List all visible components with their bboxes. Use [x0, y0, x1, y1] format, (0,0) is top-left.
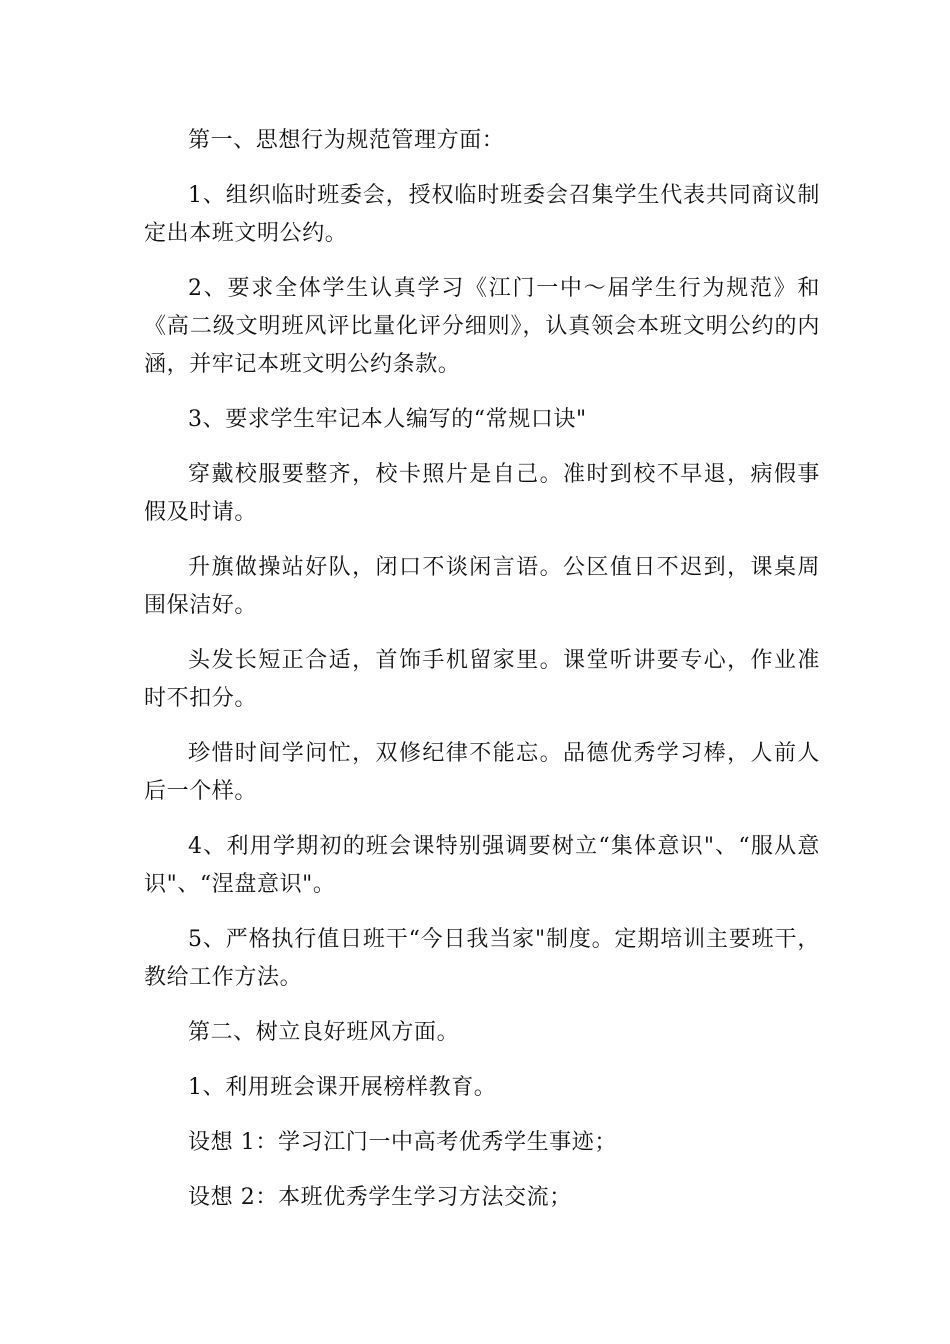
section-heading-2: 第二、树立良好班风方面。: [188, 1020, 460, 1045]
paragraph-item-1: 1、组织临时班委会，授权临时班委会召集学生代表共同商议制定出本班文明公约。: [144, 183, 820, 246]
paragraph-item-6: 1、利用班会课开展榜样教育。: [188, 1075, 497, 1100]
rhyme-line-2: 升旗做操站好队，闭口不谈闲言语。公区值日不迟到，课桌周围保洁好。: [144, 555, 820, 618]
document-body: [144, 122, 820, 1234]
paragraph-item-2: 2、要求全体学生认真学习《江门一中～届学生行为规范》和《高二级文明班风评比量化评分细则》，认真领会本班文明公约的内涵，并牢记本班文明公约条款。: [144, 276, 820, 377]
idea-item-1: 设想 1：学习江门一中高考优秀学生事迹；: [188, 1130, 617, 1155]
section-heading-1: 第一、思想行为规范管理方面：: [188, 128, 505, 153]
idea-item-2: 设想 2：本班优秀学生学习方法交流；: [188, 1185, 572, 1210]
paragraph-item-3: 3、要求学生牢记本人编写的“常规口诀": [188, 407, 587, 432]
rhyme-line-1: 穿戴校服要整齐，校卡照片是自己。准时到校不早退，病假事假及时请。: [144, 462, 820, 525]
paragraph-item-4: 4、利用学期初的班会课特别强调要树立“集体意识"、“服从意识"、“涅盘意识"。: [144, 834, 820, 897]
rhyme-line-4: 珍惜时间学问忙，双修纪律不能忘。品德优秀学习棒，人前人后一个样。: [144, 741, 820, 804]
paragraph-item-5: 5、严格执行值日班干“今日我当家"制度。定期培训主要班干，教给工作方法。: [144, 927, 820, 990]
rhyme-line-3: 头发长短正合适，首饰手机留家里。课堂听讲要专心，作业准时不扣分。: [144, 648, 820, 711]
